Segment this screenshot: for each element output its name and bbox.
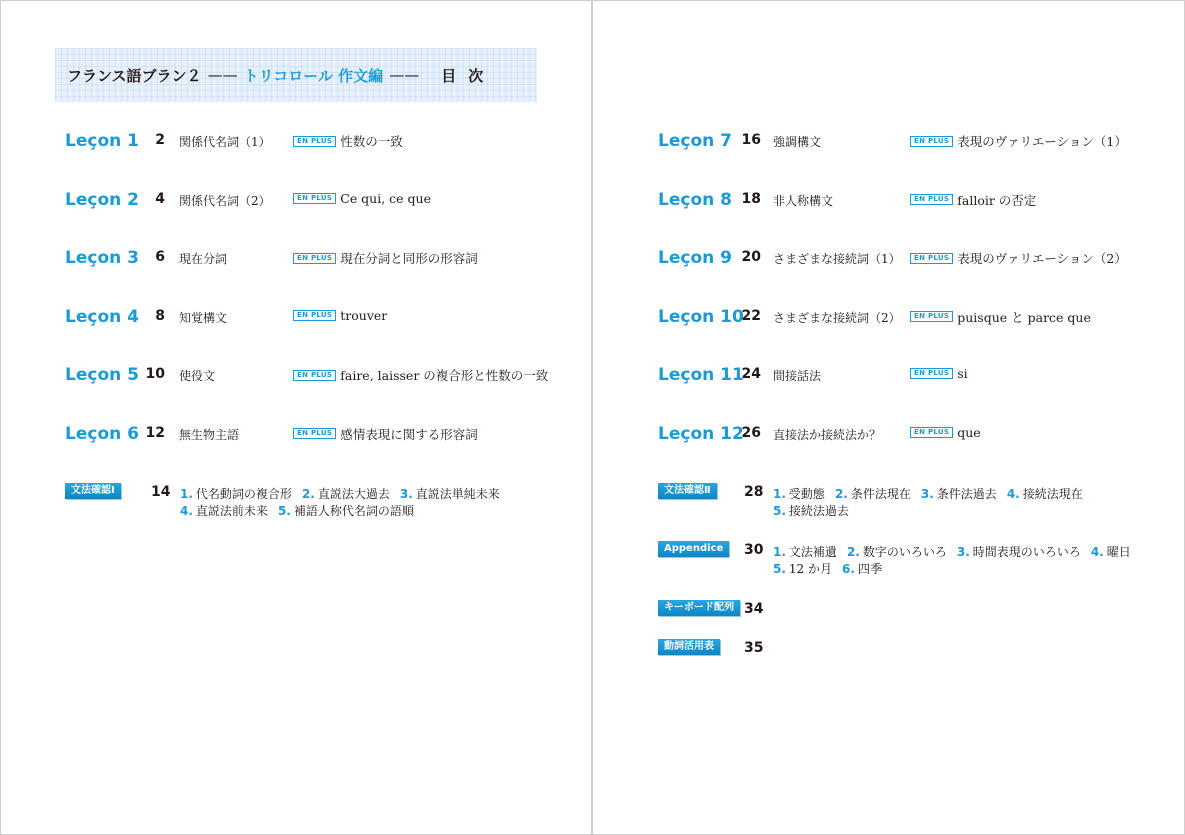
review-item xyxy=(911,487,997,501)
page-number: 30 xyxy=(744,542,764,558)
item-number: 3. xyxy=(399,487,413,501)
en-plus-text: 表現のヴァリエーション（1） xyxy=(957,134,1127,149)
lesson-row[interactable] xyxy=(658,307,1128,327)
lesson-label: Leçon 1 xyxy=(65,131,139,151)
item-number: 3. xyxy=(920,487,934,501)
lesson-topic: 現在分詞 xyxy=(179,252,228,266)
page-number: 8 xyxy=(155,307,165,324)
item-line xyxy=(773,561,1131,578)
item-text: 数字のいろいろ xyxy=(862,545,947,559)
item-number: 1. xyxy=(773,487,786,501)
review-item xyxy=(947,545,1081,559)
lesson-topic: 非人称構文 xyxy=(773,193,834,208)
item-line xyxy=(773,486,1083,503)
page-number: 35 xyxy=(744,640,764,656)
review-item xyxy=(268,504,414,518)
item-number: 1. xyxy=(180,487,193,501)
lesson-row[interactable] xyxy=(65,131,535,151)
en-plus-badge: EN PLUS xyxy=(293,370,336,381)
en-plus-badge: EN PLUS xyxy=(910,427,953,438)
en-plus-text: si xyxy=(957,366,968,381)
en-plus-text: que xyxy=(957,424,981,440)
review-item xyxy=(825,487,911,501)
book-subtitle: トリコロール 作文編 xyxy=(243,66,384,85)
en-plus-badge: EN PLUS xyxy=(910,311,953,322)
item-text: 受動態 xyxy=(788,487,825,501)
en-plus-text: 性数の一致 xyxy=(340,134,403,149)
lesson-label: Leçon 6 xyxy=(65,423,139,444)
grammar-review-1-row[interactable] xyxy=(65,483,545,523)
lesson-row[interactable] xyxy=(658,365,1128,385)
item-line xyxy=(773,544,1131,561)
page-number: 10 xyxy=(145,366,165,382)
page-number: 26 xyxy=(741,424,761,441)
review-item xyxy=(773,487,825,501)
en-plus-badge: EN PLUS xyxy=(293,428,336,439)
en-plus-note xyxy=(293,425,478,443)
grammar-review-1-tag: 文法確認Ⅰ xyxy=(65,483,121,499)
en-plus-note xyxy=(293,191,431,206)
appendix-row[interactable] xyxy=(658,541,1158,581)
lesson-label: Leçon 12 xyxy=(658,423,744,444)
lesson-label: Leçon 3 xyxy=(65,248,139,268)
keyboard-layout-tag: キーボード配列 xyxy=(658,600,740,616)
en-plus-badge: EN PLUS xyxy=(293,310,336,321)
en-plus-note xyxy=(910,366,968,381)
en-plus-note xyxy=(910,191,1036,209)
item-text: 直説法単純未来 xyxy=(415,487,500,501)
review-items xyxy=(773,486,1083,520)
lesson-row[interactable] xyxy=(65,248,535,268)
lesson-row[interactable] xyxy=(65,424,535,444)
item-text: 代名動詞の複合形 xyxy=(195,487,292,501)
item-number: 1. xyxy=(773,545,786,559)
en-plus-text: 表現のヴァリエーション（2） xyxy=(957,251,1127,266)
verb-table-row[interactable] xyxy=(658,639,858,659)
lesson-row[interactable] xyxy=(65,307,535,327)
en-plus-badge: EN PLUS xyxy=(910,194,953,205)
item-number: 3. xyxy=(956,545,970,559)
en-plus-text: falloir の否定 xyxy=(957,192,1037,208)
item-number: 2. xyxy=(301,487,315,501)
en-plus-text: 現在分詞と同形の形容詞 xyxy=(340,251,478,266)
item-text: 条件法過去 xyxy=(936,487,997,501)
item-number: 4. xyxy=(1090,545,1104,559)
lesson-row[interactable] xyxy=(65,365,549,385)
lesson-topic: 間接話法 xyxy=(773,369,822,383)
page-number: 12 xyxy=(145,424,165,441)
page-number: 34 xyxy=(744,601,764,617)
en-plus-text: faire, laisser の複合形と性数の一致 xyxy=(340,368,549,383)
en-plus-badge: EN PLUS xyxy=(293,253,336,264)
item-text: 直説法前未来 xyxy=(195,504,268,518)
item-number: 4. xyxy=(180,504,193,518)
lesson-topic: 強調構文 xyxy=(773,135,822,149)
item-text: 条件法現在 xyxy=(850,487,911,501)
review-item xyxy=(180,487,292,501)
en-plus-text: Ce qui, ce que xyxy=(340,190,432,206)
item-number: 5. xyxy=(277,504,291,518)
lesson-topic: 無生物主語 xyxy=(179,427,240,442)
item-text: 時間表現のいろいろ xyxy=(972,545,1081,559)
lesson-label: Leçon 2 xyxy=(65,189,139,210)
page-number: 16 xyxy=(741,132,761,148)
review-item xyxy=(773,562,832,576)
lesson-label: Leçon 10 xyxy=(658,306,744,327)
item-line xyxy=(180,503,500,520)
en-plus-text: trouver xyxy=(340,307,388,323)
item-text: 文法補遺 xyxy=(788,545,837,559)
en-plus-badge: EN PLUS xyxy=(293,193,336,204)
lesson-topic: 関係代名詞（2） xyxy=(179,193,271,208)
item-number: 2. xyxy=(834,487,848,501)
review-item xyxy=(773,504,849,518)
lesson-label: Leçon 8 xyxy=(658,189,732,210)
lesson-topic: 使役文 xyxy=(179,369,216,383)
en-plus-note xyxy=(910,132,1127,150)
en-plus-badge: EN PLUS xyxy=(293,136,336,147)
lesson-label: Leçon 5 xyxy=(65,365,139,385)
review-item xyxy=(292,487,390,501)
lesson-row[interactable] xyxy=(65,190,535,210)
appendix-tag: Appendice xyxy=(658,541,729,557)
en-plus-note xyxy=(910,308,1091,326)
item-number: 4. xyxy=(1006,487,1020,501)
review-items xyxy=(180,486,500,520)
page-number: 14 xyxy=(151,484,171,500)
item-line xyxy=(180,486,500,503)
lesson-label: Leçon 4 xyxy=(65,306,139,327)
item-text: 四季 xyxy=(857,562,882,576)
lesson-topic: 知覚構文 xyxy=(179,310,228,325)
item-text: 補語人称代名詞の語順 xyxy=(293,504,414,518)
item-text: 12 か月 xyxy=(788,562,833,576)
en-plus-text: 感情表現に関する形容詞 xyxy=(340,426,478,442)
en-plus-note xyxy=(910,425,981,440)
title-dash: —— xyxy=(207,66,238,84)
grammar-review-2-tag: 文法確認Ⅱ xyxy=(658,483,717,499)
en-plus-note xyxy=(910,249,1127,267)
lesson-topic: 関係代名詞（1） xyxy=(179,135,271,149)
review-item xyxy=(832,562,882,576)
toc-title-banner xyxy=(55,48,537,102)
page-number: 20 xyxy=(741,249,761,265)
en-plus-note xyxy=(293,366,548,384)
item-text: 曜日 xyxy=(1106,545,1131,559)
keyboard-layout-row[interactable] xyxy=(658,600,858,620)
en-plus-badge: EN PLUS xyxy=(910,136,953,147)
appendix-items xyxy=(773,544,1131,578)
page-number: 24 xyxy=(741,366,761,382)
lesson-topic: さまざまな接続詞（2） xyxy=(773,310,901,325)
title-dash: —— xyxy=(389,66,420,84)
en-plus-note xyxy=(293,308,387,323)
lesson-topic: 直接法か接続法か？ xyxy=(773,427,882,442)
page-number: 18 xyxy=(741,190,761,207)
book-title: フランス語ブラン２ xyxy=(67,66,202,85)
item-number: 5. xyxy=(773,562,786,576)
right-page xyxy=(592,0,1185,835)
review-item xyxy=(1081,545,1131,559)
page-number: 28 xyxy=(744,484,764,500)
en-plus-text: puisque と parce que xyxy=(957,309,1091,325)
review-item xyxy=(773,545,837,559)
item-number: 2. xyxy=(846,545,860,559)
en-plus-note xyxy=(293,249,478,267)
lesson-row[interactable] xyxy=(658,248,1128,268)
en-plus-note xyxy=(293,132,403,150)
item-text: 接続法過去 xyxy=(788,504,849,518)
item-text: 直説法大過去 xyxy=(317,487,390,501)
lesson-label: Leçon 9 xyxy=(658,248,732,268)
lesson-row[interactable] xyxy=(658,131,1128,151)
en-plus-badge: EN PLUS xyxy=(910,368,953,379)
review-item xyxy=(837,545,947,559)
item-number: 5. xyxy=(773,504,786,518)
lesson-row[interactable] xyxy=(658,190,1128,210)
verb-conjugation-tag: 動詞活用表 xyxy=(658,639,720,655)
left-page xyxy=(0,0,592,835)
lesson-label: Leçon 7 xyxy=(658,131,732,151)
item-text: 接続法現在 xyxy=(1022,487,1083,501)
item-number: 6. xyxy=(842,562,855,576)
lesson-topic: さまざまな接続詞（1） xyxy=(773,252,901,266)
page-number: 6 xyxy=(155,249,165,265)
grammar-review-2-row[interactable] xyxy=(658,483,1138,523)
review-item xyxy=(390,487,500,501)
page-number: 22 xyxy=(741,307,761,324)
page-number: 4 xyxy=(155,190,165,207)
review-item xyxy=(997,487,1083,501)
page-number: 2 xyxy=(155,132,165,148)
en-plus-badge: EN PLUS xyxy=(910,253,953,264)
lesson-row[interactable] xyxy=(658,424,1128,444)
lesson-label: Leçon 11 xyxy=(658,365,744,385)
contents-heading: 目次 xyxy=(441,66,496,85)
review-item xyxy=(180,504,268,518)
item-line xyxy=(773,503,1083,520)
